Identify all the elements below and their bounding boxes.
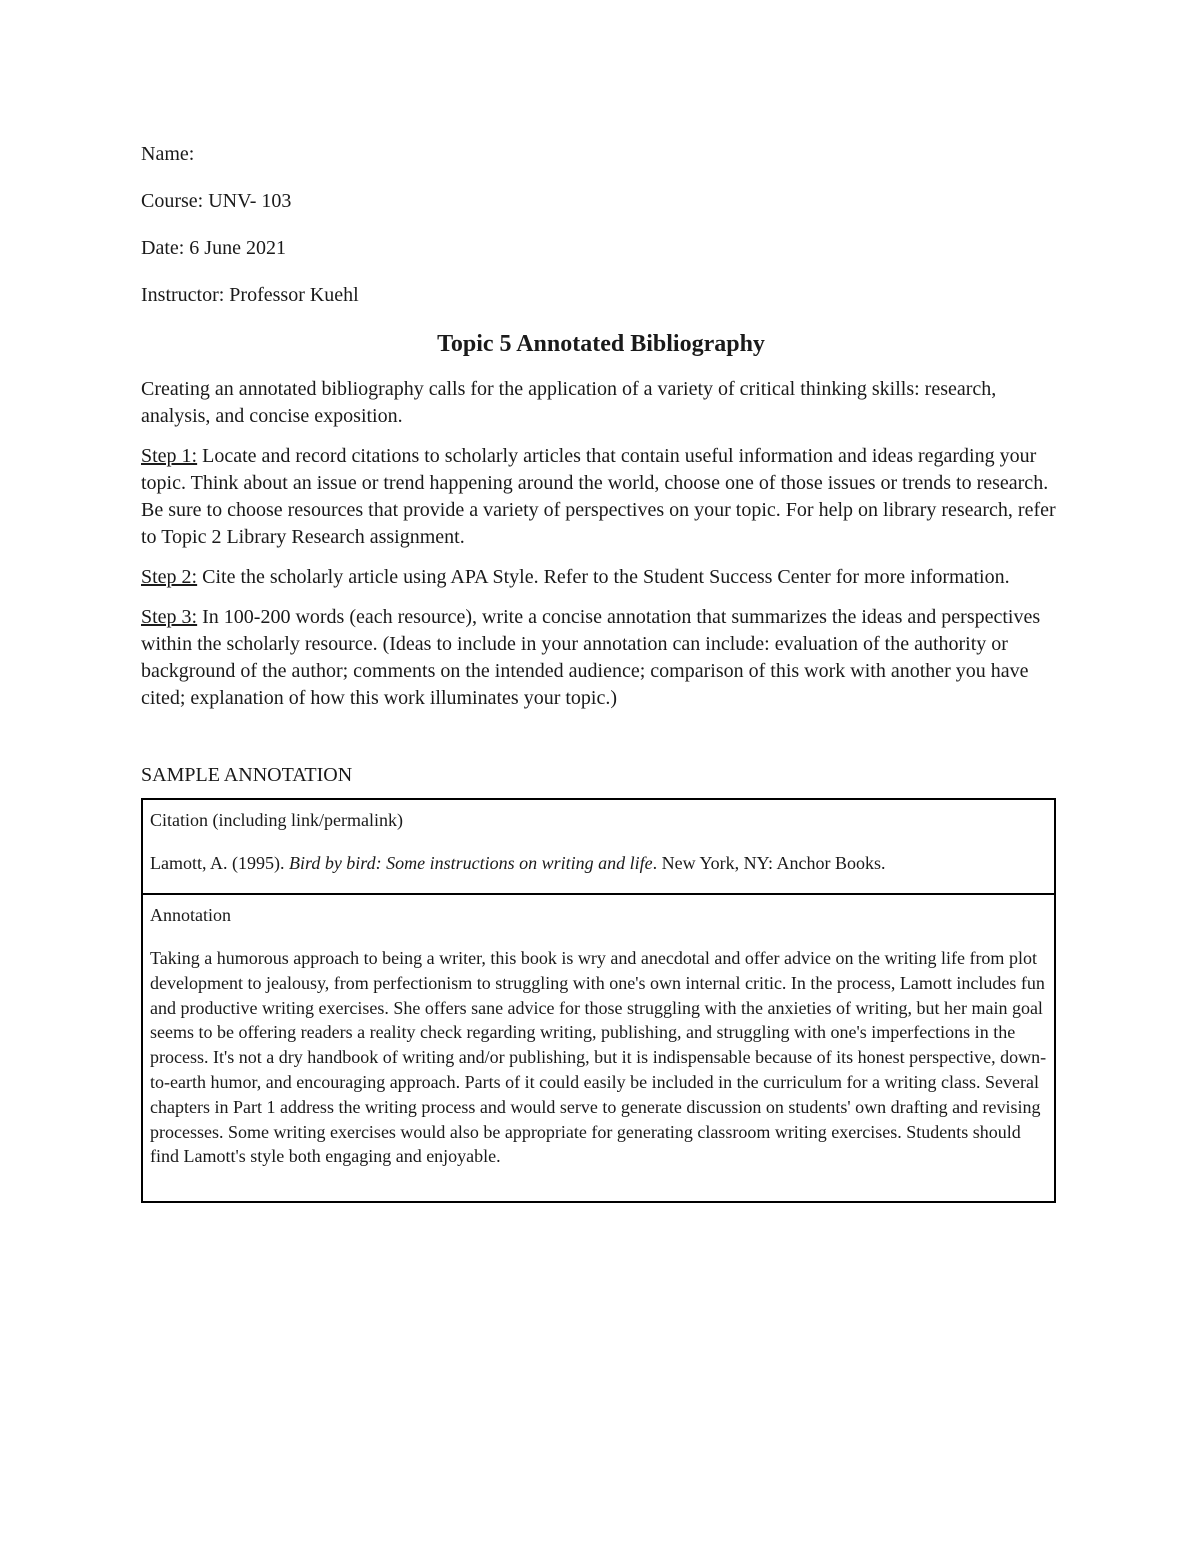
step-2-label: Step 2:	[141, 566, 198, 588]
citation-publisher: . New York, NY: Anchor Books.	[652, 853, 886, 873]
course-line: Course: UNV- 103	[141, 190, 292, 212]
step-3-paragraph	[141, 604, 1061, 712]
document-title: Topic 5 Annotated Bibliography	[437, 331, 765, 357]
annotation-text: Taking a humorous approach to being a writer, this book is wry and anecdotal and offer advice on the writing life from plot development to jealousy, from perfectionism to struggling with one's own internal critic. In the process, Lamott includes fun and productive writing exercises. She offers sane advice for those struggling with the anxieties of writing, but her main goal seems to be offering readers a reality check regarding writing, publishing, and struggling with one's imperfections in the process. It's not a dry handbook of writing and/or publishing, but it is indispensable because of its honest perspective, down-to-earth humor, and encouraging approach. Parts of it could easily be included in the curriculum for a writing class. Several chapters in Part 1 address the writing process and would serve to generate discussion on students' own drafting and revising processes. Some writing exercises would also be appropriate for generating classroom writing exercises. Students should find Lamott's style both engaging and enjoyable.	[150, 948, 1047, 1167]
document-page	[141, 140, 1061, 1203]
intro-paragraph: Creating an annotated bibliography calls for the application of a variety of critical thinking skills: research, analysis, and concise exposition.	[141, 378, 997, 427]
name-line: Name:	[141, 143, 195, 165]
citation-text	[150, 851, 1047, 875]
annotation-cell	[143, 893, 1054, 1201]
step-3-text: In 100-200 words (each resource), write a concise annotation that summarizes the ideas and perspectives within the scholarly resource. (Ideas to include in your annotation can include: evaluation of the authority or background of the author; comments on the intended audience; comparison of this work with another you have cited; explanation of how this work illuminates your topic.)	[141, 606, 1041, 709]
citation-book-title: Bird by bird: Some instructions on writing and life	[288, 853, 653, 873]
step-1-label: Step 1:	[141, 445, 198, 467]
citation-cell	[143, 800, 1054, 893]
step-2-paragraph	[141, 564, 1061, 591]
sample-annotation-heading: SAMPLE ANNOTATION	[141, 764, 353, 786]
step-3-label: Step 3:	[141, 606, 198, 628]
step-1-paragraph	[141, 443, 1061, 551]
citation-author: Lamott, A. (1995).	[150, 853, 289, 873]
date-line: Date: 6 June 2021	[141, 237, 286, 259]
step-1-text: Locate and record citations to scholarly articles that contain useful information and ideas regarding your topic. Think about an issue or trend happening around the world, choose one of those issues or trends to research. Be sure to choose resources that provide a variety of perspectives on your topic. For help on library research, refer to Topic 2 Library Research assignment.	[141, 445, 1056, 548]
annotation-label: Annotation	[150, 905, 231, 925]
step-2-text: Cite the scholarly article using APA Style. Refer to the Student Success Center for more information.	[197, 566, 1010, 588]
instructor-line: Instructor: Professor Kuehl	[141, 284, 359, 306]
sample-annotation-table	[141, 798, 1056, 1203]
citation-label: Citation (including link/permalink)	[150, 810, 403, 830]
